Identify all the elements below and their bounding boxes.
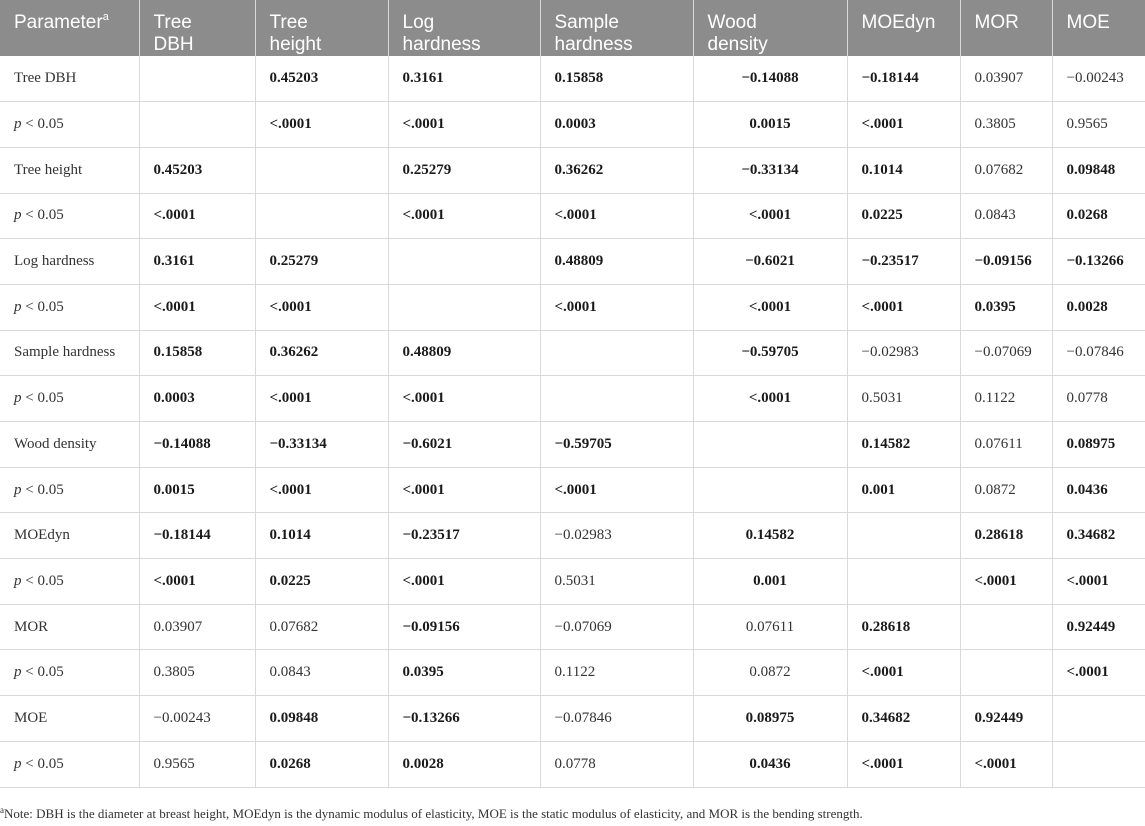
header-log-hardness-line1: Log [402,12,435,33]
table-cell: 0.5031 [847,376,960,422]
table-cell: 0.45203 [139,147,255,193]
header-tree-height [255,0,388,56]
table-cell: <.0001 [540,467,693,513]
table-row-p-value [0,376,1145,422]
table-cell: 0.25279 [388,147,540,193]
table-cell: 0.0778 [1052,376,1145,422]
row-label-p-symbol: p [14,755,22,772]
table-row-p-value [0,559,1145,605]
table-cell [847,559,960,605]
table-cell: 0.001 [847,467,960,513]
table-cell: 0.0843 [960,193,1052,239]
table-row-correlation [0,147,1145,193]
table-cell: −0.6021 [388,422,540,468]
row-label-p-symbol: p [14,207,22,224]
table-cell: 0.9565 [1052,102,1145,148]
header-row [0,0,1145,56]
row-label [0,650,139,696]
table-cell: <.0001 [693,284,847,330]
table-cell [388,239,540,285]
table-cell: 0.9565 [139,741,255,787]
header-sample-hardness-line2: hardness [554,34,633,55]
table-cell: 0.14582 [693,513,847,559]
table-cell: −0.00243 [1052,56,1145,102]
table-cell: −0.13266 [1052,239,1145,285]
table-cell: 0.25279 [255,239,388,285]
table-cell: 0.0872 [960,467,1052,513]
table-cell: <.0001 [847,102,960,148]
table-cell [960,604,1052,650]
header-moedyn-label: MOEdyn [861,12,936,33]
table-cell: −0.07069 [540,604,693,650]
table-row-p-value [0,467,1145,513]
table-row-p-value [0,650,1145,696]
row-label [0,102,139,148]
table-cell [255,193,388,239]
table-cell: 0.08975 [1052,422,1145,468]
header-tree-height-line1: Tree [269,12,308,33]
header-sample-hardness [540,0,693,56]
table-cell: 0.0436 [1052,467,1145,513]
row-label-p-symbol: p [14,481,22,498]
row-label [0,376,139,422]
table-cell: 0.3805 [960,102,1052,148]
table-cell: <.0001 [255,284,388,330]
table-cell: 0.0003 [540,102,693,148]
table-cell: <.0001 [693,193,847,239]
row-label-p-symbol: p [14,390,22,407]
table-cell: 0.5031 [540,559,693,605]
table-cell: 0.03907 [960,56,1052,102]
table-cell [1052,696,1145,742]
table-cell [847,513,960,559]
table-cell [255,147,388,193]
table-cell: 0.001 [693,559,847,605]
table-cell [388,284,540,330]
table-cell: 0.07611 [693,604,847,650]
table-cell: 0.14582 [847,422,960,468]
table-cell: 0.07682 [960,147,1052,193]
table-cell: 0.3805 [139,650,255,696]
table-cell: 0.15858 [540,56,693,102]
table-cell: 0.0028 [1052,284,1145,330]
table-cell: <.0001 [388,467,540,513]
header-tree-dbh-line2: DBH [153,34,194,55]
row-label: MOE [0,696,139,742]
table-cell: 0.0268 [255,741,388,787]
table-cell: 0.92449 [960,696,1052,742]
footnote-mark: a [0,805,4,815]
row-label: Log hardness [0,239,139,285]
table-cell: −0.18144 [139,513,255,559]
table-cell: 0.0015 [693,102,847,148]
row-label: MOR [0,604,139,650]
table-cell: 0.1014 [255,513,388,559]
table-cell: 0.34682 [847,696,960,742]
table-cell: 0.0872 [693,650,847,696]
table-cell: 0.15858 [139,330,255,376]
table-cell: 0.07611 [960,422,1052,468]
table-cell: −0.07846 [1052,330,1145,376]
header-parameter-footnote-mark: a [102,11,109,23]
table-row-correlation [0,604,1145,650]
table-cell: 0.48809 [540,239,693,285]
table-cell: 0.1122 [540,650,693,696]
table-cell: 0.0778 [540,741,693,787]
table-cell: −0.02983 [847,330,960,376]
table-cell: −0.59705 [693,330,847,376]
table-cell [139,102,255,148]
table-cell: 0.09848 [255,696,388,742]
table-cell: −0.09156 [960,239,1052,285]
table-cell: 0.1122 [960,376,1052,422]
table-cell [693,422,847,468]
table-cell: <.0001 [255,376,388,422]
row-label-p-symbol: p [14,572,22,589]
table-cell: 0.0003 [139,376,255,422]
table-cell: 0.03907 [139,604,255,650]
table-cell: 0.0843 [255,650,388,696]
table-cell: <.0001 [847,741,960,787]
row-label [0,559,139,605]
table-row-p-value [0,741,1145,787]
table-cell: <.0001 [960,741,1052,787]
header-tree-height-line2: height [269,34,322,55]
header-wood-density [693,0,847,56]
row-label-p-threshold: < 0.05 [21,298,64,315]
header-wood-density-line1: Wood [707,12,757,33]
table-cell: −0.00243 [139,696,255,742]
table-cell: −0.59705 [540,422,693,468]
table-cell: <.0001 [847,284,960,330]
table-cell: <.0001 [139,284,255,330]
table-footnote [0,806,863,822]
row-label-p-threshold: < 0.05 [21,207,64,224]
table-cell: 0.3161 [388,56,540,102]
table-cell: 0.92449 [1052,604,1145,650]
row-label: Tree height [0,147,139,193]
table-cell: 0.45203 [255,56,388,102]
row-label-p-threshold: < 0.05 [21,572,64,589]
row-label [0,741,139,787]
table-cell [1052,741,1145,787]
row-label: Wood density [0,422,139,468]
table-cell: 0.36262 [540,147,693,193]
header-mor-label: MOR [974,12,1019,33]
row-label-p-threshold: < 0.05 [21,390,64,407]
table-cell: <.0001 [139,559,255,605]
table-cell [693,467,847,513]
header-tree-dbh [139,0,255,56]
row-label [0,467,139,513]
row-label-p-threshold: < 0.05 [21,481,64,498]
table-cell: 0.36262 [255,330,388,376]
row-label: MOEdyn [0,513,139,559]
table-cell: −0.07846 [540,696,693,742]
table-cell: 0.0395 [960,284,1052,330]
table-cell: 0.0436 [693,741,847,787]
table-cell: −0.13266 [388,696,540,742]
table-row-correlation [0,239,1145,285]
table-body [0,56,1145,787]
table-cell: <.0001 [960,559,1052,605]
table-cell: −0.6021 [693,239,847,285]
table-cell: −0.33134 [255,422,388,468]
table-cell: 0.3161 [139,239,255,285]
table-cell: −0.33134 [693,147,847,193]
table-row-p-value [0,102,1145,148]
table-cell: <.0001 [255,102,388,148]
header-log-hardness [388,0,540,56]
table-cell: −0.09156 [388,604,540,650]
table-cell: <.0001 [540,284,693,330]
table-cell: <.0001 [847,650,960,696]
table-cell: 0.1014 [847,147,960,193]
row-label-p-symbol: p [14,298,22,315]
table-row-p-value [0,193,1145,239]
table-cell: <.0001 [693,376,847,422]
row-label-p-threshold: < 0.05 [21,664,64,681]
table-cell: 0.09848 [1052,147,1145,193]
header-log-hardness-line2: hardness [402,34,481,55]
row-label-p-symbol: p [14,116,22,133]
table-cell: 0.0028 [388,741,540,787]
header-mor [960,0,1052,56]
table-cell: −0.14088 [693,56,847,102]
table-cell: 0.34682 [1052,513,1145,559]
table-cell: 0.28618 [847,604,960,650]
row-label [0,284,139,330]
table-cell: −0.23517 [388,513,540,559]
footnote-text: Note: DBH is the diameter at breast height, MOEdyn is the dynamic modulus of elasticity, MOE is the static modulus of elasticity, and MOR is the bending strength. [4,806,863,821]
row-label-p-threshold: < 0.05 [21,116,64,133]
table-cell: 0.0225 [255,559,388,605]
row-label: Sample hardness [0,330,139,376]
table-cell: 0.48809 [388,330,540,376]
table-row-correlation [0,330,1145,376]
table-cell: 0.28618 [960,513,1052,559]
table-row-p-value [0,284,1145,330]
header-moedyn [847,0,960,56]
table-cell: <.0001 [388,193,540,239]
table-cell [960,650,1052,696]
table-cell [540,330,693,376]
table-cell: −0.02983 [540,513,693,559]
header-moe-label: MOE [1066,12,1110,33]
row-label: Tree DBH [0,56,139,102]
table-row-correlation [0,513,1145,559]
table-cell: <.0001 [1052,559,1145,605]
table-cell: 0.08975 [693,696,847,742]
header-sample-hardness-line1: Sample [554,12,619,33]
table-cell: <.0001 [139,193,255,239]
table-cell: <.0001 [388,376,540,422]
table-cell [540,376,693,422]
table-cell: 0.0395 [388,650,540,696]
table-cell: <.0001 [255,467,388,513]
header-moe [1052,0,1145,56]
table-cell: <.0001 [1052,650,1145,696]
table-row-correlation [0,696,1145,742]
table-row-correlation [0,422,1145,468]
table-cell: <.0001 [540,193,693,239]
table-cell [139,56,255,102]
table-cell: −0.07069 [960,330,1052,376]
table-cell: 0.0268 [1052,193,1145,239]
table-cell: −0.18144 [847,56,960,102]
table-cell: 0.0015 [139,467,255,513]
header-wood-density-line2: density [707,34,768,55]
header-parameter [0,0,139,56]
table-row-correlation [0,56,1145,102]
table-cell: <.0001 [388,559,540,605]
table-cell: −0.14088 [139,422,255,468]
row-label-p-symbol: p [14,664,22,681]
table-cell: −0.23517 [847,239,960,285]
row-label-p-threshold: < 0.05 [21,755,64,772]
row-label [0,193,139,239]
table-cell: 0.07682 [255,604,388,650]
header-tree-dbh-line1: Tree [153,12,192,33]
header-parameter-label: Parameter [14,12,103,33]
table-cell: 0.0225 [847,193,960,239]
table-cell: <.0001 [388,102,540,148]
